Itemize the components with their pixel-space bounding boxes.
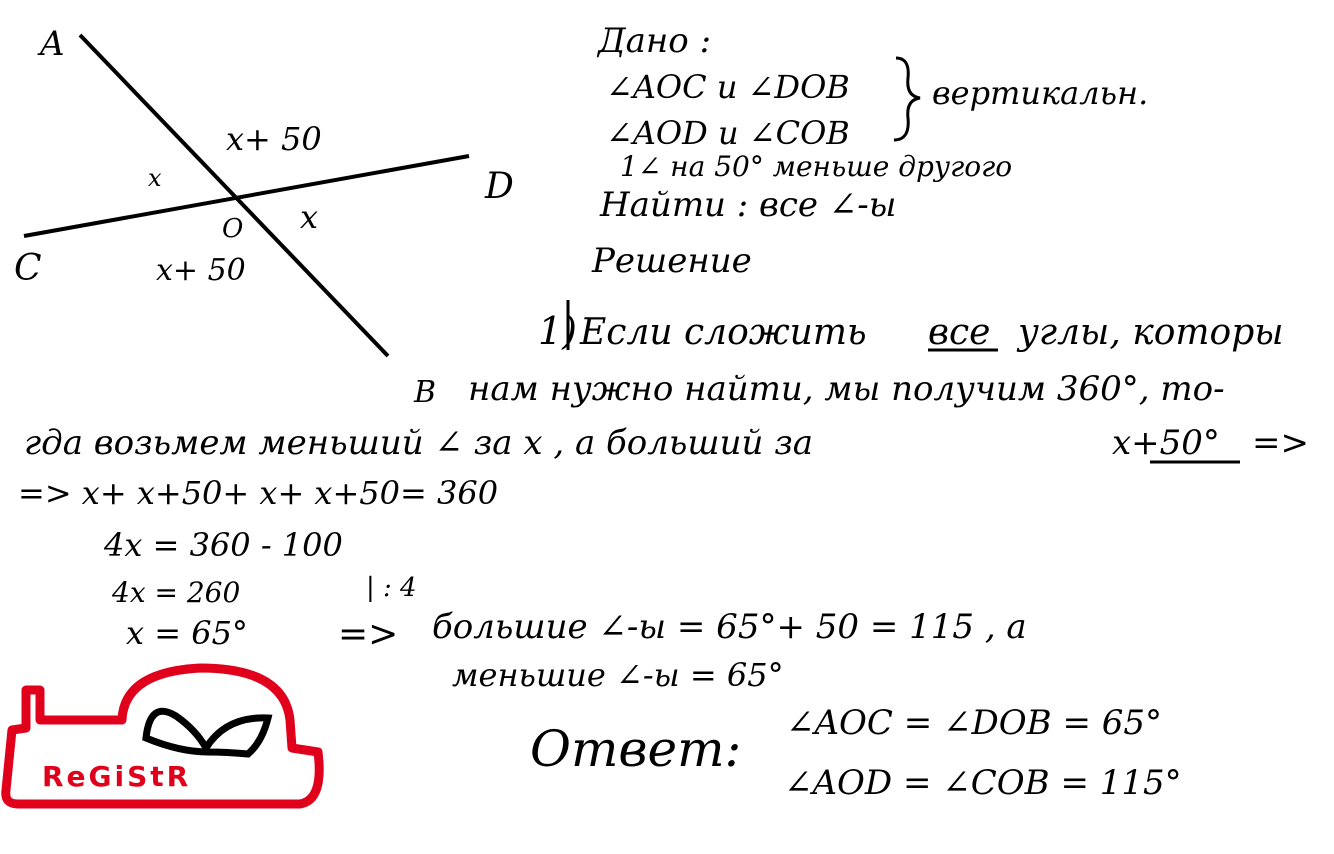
given-line-2: ∠AOD и ∠COB	[606, 114, 850, 152]
register-logo	[6, 668, 319, 804]
given-find: Найти : все ∠-ы	[600, 185, 897, 225]
equation-1: => x+ x+50+ x+ x+50= 360	[18, 474, 499, 512]
angle-bottom-label: x+ 50	[156, 253, 246, 288]
given-line-1: ∠AOC и ∠DOB	[606, 68, 850, 106]
result-line-2: меньшие ∠-ы = 65°	[452, 656, 784, 694]
solution-p3-a: гда возьмем меньший ∠ за x , а больший за	[24, 423, 814, 463]
answer-line-1: ∠AOC = ∠DOB = 65°	[786, 703, 1163, 743]
implies-arrow: =>	[338, 614, 399, 655]
point-d-label: D	[485, 166, 514, 207]
equation-3: 4x = 260	[112, 576, 241, 609]
point-a-label: A	[40, 24, 65, 64]
angle-top-label: x+ 50	[226, 120, 322, 158]
logo-text: ReGiStR	[42, 760, 192, 793]
solution-p2: нам нужно найти, мы получим 360°, то-	[468, 369, 1225, 409]
angle-right-label: x	[300, 198, 319, 236]
solution-heading: Решение	[592, 241, 752, 281]
solution-p1: Если сложить	[580, 312, 867, 353]
angle-left-label: x	[148, 164, 162, 192]
equation-2: 4x = 360 - 100	[104, 526, 343, 564]
logo-mask-shape	[146, 711, 268, 754]
answer-label: Ответ:	[530, 720, 742, 778]
given-brace-label: вертикальн.	[932, 74, 1149, 112]
solution-p1-underlined: все	[928, 312, 991, 353]
point-b-label: B	[414, 375, 437, 410]
line-ab	[80, 35, 388, 356]
point-c-label: C	[14, 248, 42, 289]
point-o-label: O	[222, 214, 244, 244]
curly-brace	[894, 58, 920, 140]
equation-4: x = 65°	[126, 614, 248, 652]
given-heading: Дано :	[598, 21, 712, 61]
solution-p1-rest: углы, которы	[1018, 312, 1284, 353]
solution-p3-b: x+50°	[1112, 423, 1220, 463]
answer-line-2: ∠AOD = ∠COB = 115°	[784, 763, 1182, 803]
equation-3-division: | : 4	[366, 573, 417, 603]
step-number: 1)	[538, 309, 578, 353]
solution-p3-c: =>	[1252, 423, 1309, 463]
result-line-1: большие ∠-ы = 65°+ 50 = 115 , а	[432, 607, 1027, 647]
line-cd	[24, 156, 469, 236]
given-line-3: 1∠ на 50° меньше другого	[620, 150, 1013, 183]
